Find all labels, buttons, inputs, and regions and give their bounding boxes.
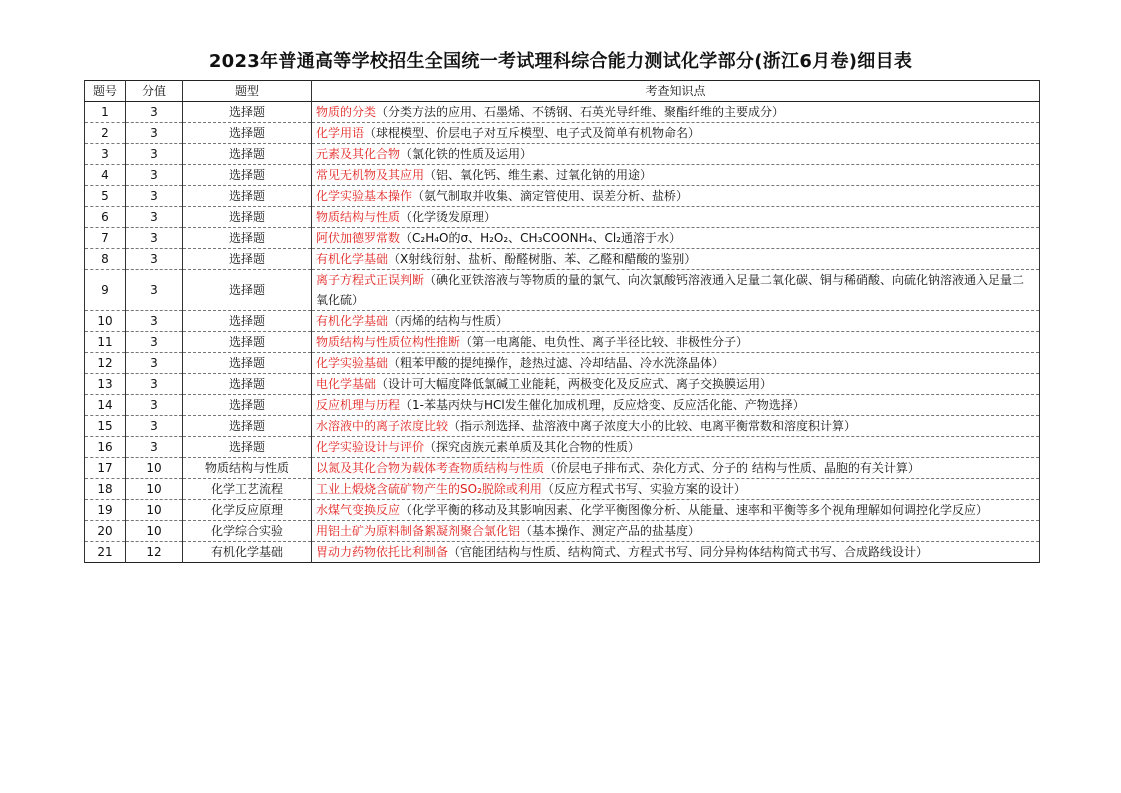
header-type: 题型	[183, 81, 312, 102]
table-row	[85, 458, 1040, 479]
cell-knowledge	[312, 479, 1040, 500]
cell-type: 选择题	[183, 437, 312, 458]
cell-score: 3	[126, 437, 183, 458]
cell-type: 化学工艺流程	[183, 479, 312, 500]
knowledge-topic: 化学实验设计与评价	[316, 440, 425, 454]
cell-no: 6	[85, 207, 126, 228]
header-no: 题号	[85, 81, 126, 102]
knowledge-topic: 元素及其化合物	[316, 147, 401, 161]
table-row	[85, 332, 1040, 353]
table-row	[85, 353, 1040, 374]
cell-no: 2	[85, 123, 126, 144]
table-row	[85, 186, 1040, 207]
knowledge-topic: 化学实验基本操作	[316, 189, 413, 203]
knowledge-topic: 水溶液中的离子浓度比较	[316, 419, 449, 433]
cell-score: 3	[126, 144, 183, 165]
cell-no: 12	[85, 353, 126, 374]
cell-no: 9	[85, 270, 126, 311]
spec-table	[84, 80, 1040, 563]
cell-knowledge	[312, 416, 1040, 437]
cell-no: 15	[85, 416, 126, 437]
cell-type: 化学综合实验	[183, 521, 312, 542]
knowledge-detail: （设计可大幅度降低氯碱工业能耗，两极变化及反应式、离子交换膜运用）	[376, 377, 773, 391]
cell-type: 选择题	[183, 102, 312, 123]
cell-no: 19	[85, 500, 126, 521]
cell-knowledge	[312, 311, 1040, 332]
table-row	[85, 416, 1040, 437]
cell-no: 4	[85, 165, 126, 186]
cell-type: 化学反应原理	[183, 500, 312, 521]
cell-score: 3	[126, 270, 183, 311]
cell-type: 选择题	[183, 332, 312, 353]
knowledge-detail: （丙烯的结构与性质）	[388, 314, 509, 328]
cell-type: 选择题	[183, 165, 312, 186]
header-knowledge: 考查知识点	[312, 81, 1040, 102]
cell-type: 选择题	[183, 353, 312, 374]
cell-type: 选择题	[183, 374, 312, 395]
knowledge-detail: （氯化铁的性质及运用）	[400, 147, 533, 161]
table-row	[85, 207, 1040, 228]
cell-score: 3	[126, 165, 183, 186]
knowledge-topic: 胃动力药物依托比利制备	[316, 545, 449, 559]
cell-no: 11	[85, 332, 126, 353]
cell-knowledge	[312, 437, 1040, 458]
header-score: 分值	[126, 81, 183, 102]
cell-knowledge	[312, 395, 1040, 416]
knowledge-topic: 有机化学基础	[316, 314, 389, 328]
cell-type: 选择题	[183, 311, 312, 332]
table-row	[85, 311, 1040, 332]
cell-type: 有机化学基础	[183, 542, 312, 563]
cell-type: 选择题	[183, 123, 312, 144]
table-row	[85, 542, 1040, 563]
table-body	[85, 102, 1040, 563]
cell-no: 8	[85, 249, 126, 270]
cell-no: 13	[85, 374, 126, 395]
cell-score: 3	[126, 353, 183, 374]
cell-score: 3	[126, 186, 183, 207]
cell-type: 物质结构与性质	[183, 458, 312, 479]
cell-score: 3	[126, 123, 183, 144]
knowledge-detail: （1-苯基丙炔与HCl发生催化加成机理，反应焓变、反应活化能、产物选择）	[400, 398, 805, 412]
cell-no: 3	[85, 144, 126, 165]
knowledge-topic: 用铝土矿为原料制备絮凝剂聚合氯化铝	[316, 524, 521, 538]
cell-knowledge	[312, 374, 1040, 395]
cell-no: 20	[85, 521, 126, 542]
cell-no: 5	[85, 186, 126, 207]
table-row	[85, 270, 1040, 311]
cell-score: 3	[126, 207, 183, 228]
table-row	[85, 521, 1040, 542]
cell-knowledge	[312, 123, 1040, 144]
cell-score: 10	[126, 479, 183, 500]
table-header-row	[85, 81, 1040, 102]
knowledge-detail: （探究卤族元素单质及其化合物的性质）	[424, 440, 641, 454]
cell-score: 3	[126, 395, 183, 416]
cell-no: 7	[85, 228, 126, 249]
cell-no: 1	[85, 102, 126, 123]
cell-type: 选择题	[183, 395, 312, 416]
cell-score: 12	[126, 542, 183, 563]
table-row	[85, 123, 1040, 144]
knowledge-topic: 物质结构与性质位构性推断	[316, 335, 461, 349]
knowledge-detail: （第一电离能、电负性、离子半径比较、非极性分子）	[460, 335, 749, 349]
cell-score: 3	[126, 311, 183, 332]
cell-score: 3	[126, 332, 183, 353]
knowledge-detail: （化学平衡的移动及其影响因素、化学平衡图像分析、从能量、速率和平衡等多个视角理解如何调控化学反应）	[400, 503, 989, 517]
table-row	[85, 479, 1040, 500]
table-row	[85, 249, 1040, 270]
cell-no: 17	[85, 458, 126, 479]
knowledge-topic: 物质结构与性质	[316, 210, 401, 224]
knowledge-topic: 离子方程式正误判断	[316, 273, 425, 287]
table-row	[85, 395, 1040, 416]
cell-type: 选择题	[183, 416, 312, 437]
cell-type: 选择题	[183, 207, 312, 228]
cell-score: 3	[126, 374, 183, 395]
knowledge-detail: （氨气制取并收集、滴定管使用、误差分析、盐桥）	[412, 189, 689, 203]
cell-knowledge	[312, 165, 1040, 186]
cell-type: 选择题	[183, 186, 312, 207]
knowledge-topic: 以氮及其化合物为载体考查物质结构与性质	[316, 461, 545, 475]
knowledge-detail: （指示剂选择、盐溶液中离子浓度大小的比较、电离平衡常数和溶度积计算）	[448, 419, 857, 433]
knowledge-topic: 反应机理与历程	[316, 398, 401, 412]
knowledge-topic: 电化学基础	[316, 377, 377, 391]
table-row	[85, 144, 1040, 165]
knowledge-detail: （碘化亚铁溶液与等物质的量的氯气、向次氯酸钙溶液通入足量二氧化碳、铜与稀硝酸、向硫化钠溶液通入足量二氧化硫）	[316, 273, 1025, 307]
cell-no: 16	[85, 437, 126, 458]
knowledge-detail: （X射线衍射、盐析、酚醛树脂、苯、乙醛和醋酸的鉴别）	[388, 252, 697, 266]
cell-knowledge	[312, 249, 1040, 270]
table-row	[85, 500, 1040, 521]
knowledge-topic: 化学实验基础	[316, 356, 389, 370]
knowledge-detail: （反应方程式书写、实验方案的设计）	[541, 482, 746, 496]
knowledge-topic: 常见无机物及其应用	[316, 168, 425, 182]
cell-knowledge	[312, 186, 1040, 207]
cell-knowledge	[312, 270, 1040, 311]
table-row	[85, 374, 1040, 395]
cell-knowledge	[312, 228, 1040, 249]
knowledge-detail: （官能团结构与性质、结构简式、方程式书写、同分异构体结构简式书写、合成路线设计）	[448, 545, 929, 559]
knowledge-topic: 化学用语	[316, 126, 365, 140]
knowledge-topic: 水煤气变换反应	[316, 503, 401, 517]
knowledge-detail: （C₂H₄O的σ、H₂O₂、CH₃COONH₄、Cl₂通溶于水）	[400, 231, 681, 245]
cell-score: 10	[126, 458, 183, 479]
cell-type: 选择题	[183, 249, 312, 270]
cell-type: 选择题	[183, 228, 312, 249]
cell-score: 10	[126, 521, 183, 542]
cell-knowledge	[312, 332, 1040, 353]
cell-no: 14	[85, 395, 126, 416]
table-row	[85, 228, 1040, 249]
knowledge-detail: （价层电子排布式、杂化方式、分子的 结构与性质、晶胞的有关计算）	[544, 461, 920, 475]
cell-knowledge	[312, 542, 1040, 563]
table-row	[85, 437, 1040, 458]
knowledge-topic: 有机化学基础	[316, 252, 389, 266]
page-title: 2023年普通高等学校招生全国统一考试理科综合能力测试化学部分(浙江6月卷)细目表	[208, 51, 913, 72]
cell-no: 21	[85, 542, 126, 563]
cell-knowledge	[312, 144, 1040, 165]
cell-knowledge	[312, 500, 1040, 521]
knowledge-detail: （基本操作、测定产品的盐基度）	[520, 524, 701, 538]
cell-no: 18	[85, 479, 126, 500]
cell-score: 3	[126, 228, 183, 249]
cell-score: 10	[126, 500, 183, 521]
knowledge-detail: （铝、氧化钙、维生素、过氧化钠的用途）	[424, 168, 653, 182]
knowledge-detail: （球棍模型、价层电子对互斥模型、电子式及简单有机物命名）	[364, 126, 701, 140]
cell-knowledge	[312, 207, 1040, 228]
cell-type: 选择题	[183, 144, 312, 165]
cell-knowledge	[312, 521, 1040, 542]
cell-knowledge	[312, 102, 1040, 123]
cell-score: 3	[126, 416, 183, 437]
cell-no: 10	[85, 311, 126, 332]
knowledge-detail: （分类方法的应用、石墨烯、不锈钢、石英光导纤维、聚酯纤维的主要成分）	[376, 105, 785, 119]
table-row	[85, 102, 1040, 123]
knowledge-topic: 工业上煅烧含硫矿物产生的SO₂脱除或利用	[316, 482, 542, 496]
table-row	[85, 165, 1040, 186]
cell-score: 3	[126, 102, 183, 123]
cell-type: 选择题	[183, 270, 312, 311]
cell-knowledge	[312, 353, 1040, 374]
cell-knowledge	[312, 458, 1040, 479]
knowledge-detail: （粗苯甲酸的提纯操作，趁热过滤、冷却结晶、冷水洗涤晶体）	[388, 356, 725, 370]
knowledge-topic: 物质的分类	[316, 105, 377, 119]
knowledge-detail: （化学烫发原理）	[400, 210, 497, 224]
cell-score: 3	[126, 249, 183, 270]
knowledge-topic: 阿伏加德罗常数	[316, 231, 401, 245]
